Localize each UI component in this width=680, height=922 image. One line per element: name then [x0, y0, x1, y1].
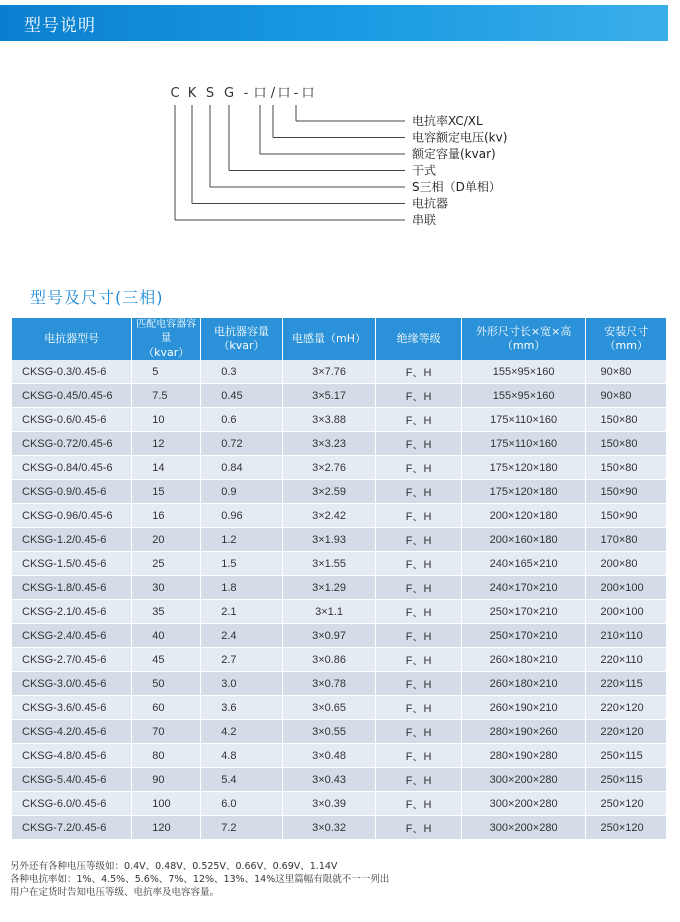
table-row	[12, 624, 666, 648]
table-cell: 280×190×260	[462, 720, 587, 744]
model-code-char: C	[170, 86, 180, 101]
table-row	[12, 408, 666, 432]
table-cell: CKSG-0.84/0.45-6	[12, 456, 132, 480]
table-row	[12, 672, 666, 696]
column-header	[462, 318, 587, 360]
table-cell: F、H	[376, 480, 461, 504]
column-header	[376, 318, 461, 360]
table-cell: 3×1.55	[283, 552, 377, 576]
model-code-char: 口	[277, 86, 291, 101]
table-cell: F、H	[376, 672, 461, 696]
table-cell: CKSG-1.2/0.45-6	[12, 528, 132, 552]
table-cell: CKSG-0.96/0.45-6	[12, 504, 132, 528]
model-code-char: 口	[301, 86, 315, 101]
table-cell: CKSG-1.8/0.45-6	[12, 576, 132, 600]
model-code-char: -	[243, 86, 249, 101]
table-cell: F、H	[376, 504, 461, 528]
table-cell: 0.72	[201, 432, 283, 456]
table-cell: 3×5.17	[283, 384, 377, 408]
table-cell: CKSG-2.7/0.45-6	[12, 648, 132, 672]
table-cell: 30	[132, 576, 201, 600]
column-header	[586, 318, 666, 360]
column-header-line: （mm）	[501, 339, 546, 352]
table-cell: 3×3.23	[283, 432, 377, 456]
table-cell: CKSG-0.72/0.45-6	[12, 432, 132, 456]
table-row	[12, 504, 666, 528]
table-cell: 5.4	[201, 768, 283, 792]
table-cell: 175×110×160	[462, 408, 587, 432]
table-cell: CKSG-4.8/0.45-6	[12, 744, 132, 768]
table-cell: CKSG-2.1/0.45-6	[12, 600, 132, 624]
table-cell: CKSG-0.6/0.45-6	[12, 408, 132, 432]
table-cell: 175×120×180	[462, 456, 587, 480]
table-cell: 3×0.43	[283, 768, 377, 792]
table-cell: F、H	[376, 744, 461, 768]
table-cell: 200×100	[586, 600, 666, 624]
notes	[10, 860, 389, 899]
table-cell: 300×200×280	[462, 792, 587, 816]
table-cell: 3.6	[201, 696, 283, 720]
model-code-label: 电抗器	[412, 196, 449, 211]
table-row	[12, 384, 666, 408]
table-cell: 2.1	[201, 600, 283, 624]
column-header-line: （kvar）	[218, 339, 265, 352]
table-cell: 3×0.48	[283, 744, 377, 768]
table-cell: 90×80	[586, 384, 666, 408]
table-cell: 4.8	[201, 744, 283, 768]
table-cell: F、H	[376, 768, 461, 792]
table-cell: 90	[132, 768, 201, 792]
column-header-line: 绝缘等级	[396, 332, 441, 345]
table-cell: 3.0	[201, 672, 283, 696]
table-row	[12, 792, 666, 816]
column-header-line: 匹配电容器容量	[136, 319, 197, 344]
table-cell: F、H	[376, 720, 461, 744]
table-cell: 1.5	[201, 552, 283, 576]
table-cell: 7.2	[201, 816, 283, 840]
table-cell: F、H	[376, 696, 461, 720]
column-header	[283, 318, 377, 360]
table-cell: F、H	[376, 456, 461, 480]
table-cell: F、H	[376, 360, 461, 384]
table-cell: 250×115	[586, 744, 666, 768]
table-cell: 260×190×210	[462, 696, 587, 720]
table-cell: 20	[132, 528, 201, 552]
table-body	[12, 360, 666, 840]
table-cell: 16	[132, 504, 201, 528]
column-header-line: （mm）	[604, 339, 648, 352]
table-cell: 15	[132, 480, 201, 504]
table-row	[12, 480, 666, 504]
table-cell: 300×200×280	[462, 768, 587, 792]
table-cell: 3×0.39	[283, 792, 377, 816]
table-cell: 12	[132, 432, 201, 456]
table-cell: 250×120	[586, 816, 666, 840]
table-cell: CKSG-6.0/0.45-6	[12, 792, 132, 816]
table-cell: 3×1.29	[283, 576, 377, 600]
table-cell: F、H	[376, 432, 461, 456]
table-row	[12, 720, 666, 744]
table-cell: 0.45	[201, 384, 283, 408]
table-cell: CKSG-0.3/0.45-6	[12, 360, 132, 384]
table-cell: 280×190×280	[462, 744, 587, 768]
table-row	[12, 648, 666, 672]
table-row	[12, 552, 666, 576]
column-header-line: （kvar）	[143, 346, 190, 359]
table-cell: 150×80	[586, 408, 666, 432]
model-code-diagram	[0, 0, 680, 240]
table-cell: 200×80	[586, 552, 666, 576]
table-cell: 170×80	[586, 528, 666, 552]
table-cell: 150×90	[586, 480, 666, 504]
table-cell: 5	[132, 360, 201, 384]
table-row	[12, 696, 666, 720]
column-header	[12, 318, 132, 360]
table-row	[12, 600, 666, 624]
table-cell: F、H	[376, 624, 461, 648]
table-cell: 200×100	[586, 576, 666, 600]
banner-title: 型号说明	[24, 16, 96, 36]
table-cell: CKSG-4.2/0.45-6	[12, 720, 132, 744]
table-row	[12, 360, 666, 384]
table-cell: 45	[132, 648, 201, 672]
spec-table	[12, 318, 666, 840]
model-code-char: 口	[253, 86, 267, 101]
table-cell: 0.3	[201, 360, 283, 384]
model-code-label: 电容额定电压(kv)	[412, 130, 508, 145]
table-cell: 3×2.59	[283, 480, 377, 504]
model-code-label: 干式	[412, 163, 437, 178]
model-code-char: -	[293, 86, 299, 101]
table-cell: CKSG-3.0/0.45-6	[12, 672, 132, 696]
table-cell: CKSG-0.9/0.45-6	[12, 480, 132, 504]
table-row	[12, 576, 666, 600]
model-code-char: K	[187, 86, 197, 101]
table-cell: 250×120	[586, 792, 666, 816]
table-cell: CKSG-1.5/0.45-6	[12, 552, 132, 576]
table-cell: 100	[132, 792, 201, 816]
table-cell: 210×110	[586, 624, 666, 648]
note-line: 各种电抗率如：1%、4.5%、5.6%、7%、12%、13%、14%这里篇幅有限就不一一列出	[10, 874, 390, 885]
table-cell: CKSG-7.2/0.45-6	[12, 816, 132, 840]
table-cell: 3×2.76	[283, 456, 377, 480]
table-row	[12, 816, 666, 840]
table-cell: F、H	[376, 576, 461, 600]
table-cell: 3×0.55	[283, 720, 377, 744]
column-header-line: 安装尺寸	[604, 325, 649, 338]
table-row	[12, 768, 666, 792]
model-code-label: 串联	[412, 213, 437, 227]
table-cell: 220×110	[586, 648, 666, 672]
table-cell: 240×165×210	[462, 552, 587, 576]
table-cell: CKSG-5.4/0.45-6	[12, 768, 132, 792]
table-row	[12, 744, 666, 768]
table-cell: 0.96	[201, 504, 283, 528]
table-cell: F、H	[376, 528, 461, 552]
table-cell: F、H	[376, 816, 461, 840]
model-code-label: S三相（D单相）	[412, 180, 501, 194]
table-cell: 60	[132, 696, 201, 720]
table-cell: 25	[132, 552, 201, 576]
table-cell: 35	[132, 600, 201, 624]
table-cell: 3×1.93	[283, 528, 377, 552]
table-cell: 4.2	[201, 720, 283, 744]
table-cell: F、H	[376, 552, 461, 576]
table-cell: 240×170×210	[462, 576, 587, 600]
table-cell: 14	[132, 456, 201, 480]
table-cell: 3×3.88	[283, 408, 377, 432]
table-cell: 1.2	[201, 528, 283, 552]
table-cell: CKSG-2.4/0.45-6	[12, 624, 132, 648]
column-header	[132, 318, 201, 360]
table-cell: 2.7	[201, 648, 283, 672]
table-cell: 7.5	[132, 384, 201, 408]
model-code-label: 额定容量(kvar)	[412, 147, 496, 161]
table-cell: F、H	[376, 648, 461, 672]
table-cell: 120	[132, 816, 201, 840]
table-cell: 3×0.97	[283, 624, 377, 648]
table-cell: 200×160×180	[462, 528, 587, 552]
model-code-svg	[0, 0, 680, 240]
table-cell: 3×0.78	[283, 672, 377, 696]
table-cell: 90×80	[586, 360, 666, 384]
table-cell: 200×120×180	[462, 504, 587, 528]
table-cell: F、H	[376, 408, 461, 432]
table-row	[12, 528, 666, 552]
model-code-char: S	[205, 86, 215, 101]
table-cell: 220×120	[586, 720, 666, 744]
table-cell: 0.9	[201, 480, 283, 504]
table-cell: F、H	[376, 792, 461, 816]
table-cell: CKSG-0.45/0.45-6	[12, 384, 132, 408]
table-cell: 260×180×210	[462, 648, 587, 672]
table-header-row	[12, 318, 666, 360]
table-cell: 40	[132, 624, 201, 648]
table-cell: 175×110×160	[462, 432, 587, 456]
model-code-label: 电抗率XC/XL	[412, 114, 483, 128]
table-cell: 250×115	[586, 768, 666, 792]
column-header	[201, 318, 283, 360]
column-header-line: 外形尺寸长×宽×高	[475, 325, 572, 338]
table-cell: 3×0.65	[283, 696, 377, 720]
column-header-line: 电抗器型号	[44, 332, 100, 345]
table-cell: 300×200×280	[462, 816, 587, 840]
table-cell: CKSG-3.6/0.45-6	[12, 696, 132, 720]
table-cell: 150×80	[586, 432, 666, 456]
table-cell: 150×90	[586, 504, 666, 528]
table-cell: 3×0.32	[283, 816, 377, 840]
table-cell: 6.0	[201, 792, 283, 816]
table-cell: F、H	[376, 384, 461, 408]
table-cell: 0.6	[201, 408, 283, 432]
column-header-line: 电感量（mH）	[292, 332, 367, 345]
table-row	[12, 456, 666, 480]
table-cell: F、H	[376, 600, 461, 624]
table-cell: 155×95×160	[462, 360, 587, 384]
model-code-char: G	[223, 86, 235, 101]
table-cell: 220×115	[586, 672, 666, 696]
table-cell: 50	[132, 672, 201, 696]
table-cell: 80	[132, 744, 201, 768]
table-cell: 70	[132, 720, 201, 744]
table-cell: 150×80	[586, 456, 666, 480]
table-cell: 250×170×210	[462, 624, 587, 648]
table-row	[12, 432, 666, 456]
table-cell: 3×1.1	[283, 600, 377, 624]
note-line: 用户在定货时告知电压等级、电抗率及电容容量。	[10, 887, 220, 898]
table-cell: 3×0.86	[283, 648, 377, 672]
table-cell: 260×180×210	[462, 672, 587, 696]
table-cell: 2.4	[201, 624, 283, 648]
table-cell: 155×95×160	[462, 384, 587, 408]
table-cell: 10	[132, 408, 201, 432]
table-cell: 0.84	[201, 456, 283, 480]
table-cell: 250×170×210	[462, 600, 587, 624]
model-code-char: /	[270, 86, 276, 101]
table-cell: 1.8	[201, 576, 283, 600]
note-line: 另外还有各种电压等级如：0.4V、0.48V、0.525V、0.66V、0.69V、1.14V	[10, 861, 338, 872]
column-header-line: 电抗器容量	[213, 325, 269, 338]
table-cell: 3×7.76	[283, 360, 377, 384]
table-cell: 220×120	[586, 696, 666, 720]
section-title: 型号及尺寸(三相)	[30, 288, 164, 307]
table-cell: 3×2.42	[283, 504, 377, 528]
table-cell: 175×120×180	[462, 480, 587, 504]
